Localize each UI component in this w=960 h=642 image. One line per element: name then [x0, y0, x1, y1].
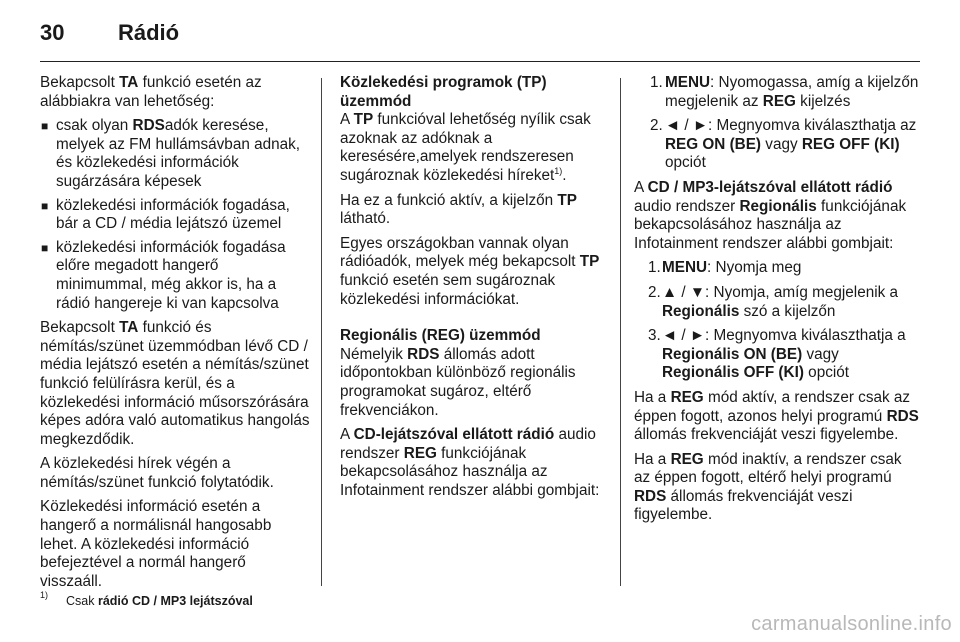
list-item: 1. MENU: Nyomogassa, amíg a kijelzőn megjelenik az REG kijelzés	[650, 74, 919, 110]
paragraph-tp-countries: Egyes országokban vannak olyan rádióadók, melyek még bekapcsolt TP funkció esetén sem sugároznak közlekedési információkat.	[340, 234, 600, 308]
list-item: 2. ◄ / ►: Megnyomva kiválaszthatja az REG ON (BE) vagy REG OFF (KI) opciót	[650, 117, 917, 172]
column-divider-1	[321, 78, 322, 586]
steps-list-cd	[634, 74, 920, 173]
list-item: 3. ◄ / ►: Megnyomva kiválaszthatja a Regionális ON (BE) vagy Regionális OFF (KI) opciót	[648, 327, 906, 382]
paragraph-reg-intro: Némelyik RDS állomás adott időpontokban különböző regionális programokat sugároz, eltérő frekvenciákon.	[340, 345, 576, 419]
paragraph-tp-active: Ha ez a funkció aktív, a kijelzőn TP látható.	[340, 191, 577, 228]
ta-options-list	[40, 117, 310, 313]
footnote-text: Csak rádió CD / MP3 lejátszóval	[66, 594, 253, 608]
footnote-mark: 1)	[40, 590, 49, 600]
paragraph-reg-active: Ha a REG mód aktív, a rendszer csak az éppen fogott, azonos helyi programú RDS állomás frekvenciáját veszi figyelembe.	[634, 388, 919, 444]
page-title: Rádió	[118, 20, 180, 45]
list-item: ■ közlekedési információk fogadása, bár a CD / média lejátszó üzemel	[40, 197, 310, 234]
list-item: ■ csak olyan RDSadók keresése, melyek az FM hullámsávban adnak, és közlekedési információk sugárzására képesek	[40, 117, 310, 191]
column-right	[634, 74, 920, 531]
paragraph-reg-cd: A CD-lejátszóval ellátott rádió audio rendszer REG funkciójának bekapcsolásához használja az Infotainment rendszer alábbi gombjait:	[340, 426, 600, 499]
list-item: 2. ▲ / ▼: Nyomja, amíg megjelenik a Regionális szó a kijelzőn	[648, 283, 899, 320]
steps-list-mp3	[634, 259, 920, 383]
paragraph-news-end: A közlekedési hírek végén a némítás/szünet funkció folytatódik.	[40, 455, 274, 491]
column-middle	[340, 74, 610, 506]
paragraph-reg-mp3: A CD / MP3-lejátszóval ellátott rádió audio rendszer Regionális funkciójának bekapcsolásához használja az Infotainment rendszer alábbi gombjait:	[634, 178, 907, 252]
header-rule	[40, 61, 920, 62]
watermark: carmanualsonline.info	[751, 613, 952, 635]
page-number: 30	[40, 20, 65, 45]
paragraph-volume: Közlekedési információ esetén a hangerő a normálisnál hangosabb lehet. A közlekedési információ befejeztével a normál hangerő visszaáll.	[40, 498, 272, 590]
heading-tp-mode: Közlekedési programok (TP) üzemmód	[340, 74, 547, 110]
heading-reg-mode: Regionális (REG) üzemmód	[340, 327, 541, 345]
column-left	[40, 74, 310, 597]
paragraph-tp-function: A TP funkcióval lehetőség nyílik csak azoknak az adóknak a keresésére,amelyek rendszeresen sugároznak közlekedési híreket$^{1)}$.	[340, 111, 591, 184]
list-item: 1. MENU: Nyomja meg	[648, 259, 802, 277]
paragraph-reg-inactive: Ha a REG mód inaktív, a rendszer csak az éppen fogott, eltérő helyi programú RDS állomás frekvenciáját veszi figyelembe.	[634, 450, 902, 524]
paragraph-ta-intro: Bekapcsolt TA funkció esetén az alábbiakra van lehetőség:	[40, 74, 262, 110]
column-divider-2	[620, 78, 621, 586]
paragraph-ta-mute: Bekapcsolt TA funkció és némítás/szünet üzemmódban lévő CD / média lejátszó esetén a némítás/szünet funkció felülírásra kerül, és a közlekedési információ műsorszórására képes adóra való automatikus hangolás megkezdődik.	[40, 319, 310, 448]
list-item: ■ közlekedési információk fogadása előre megadott hangerő minimummal, még akkor is, ha a rádió hangereje ki van kapcsolva	[40, 239, 310, 313]
page-header	[40, 14, 920, 50]
